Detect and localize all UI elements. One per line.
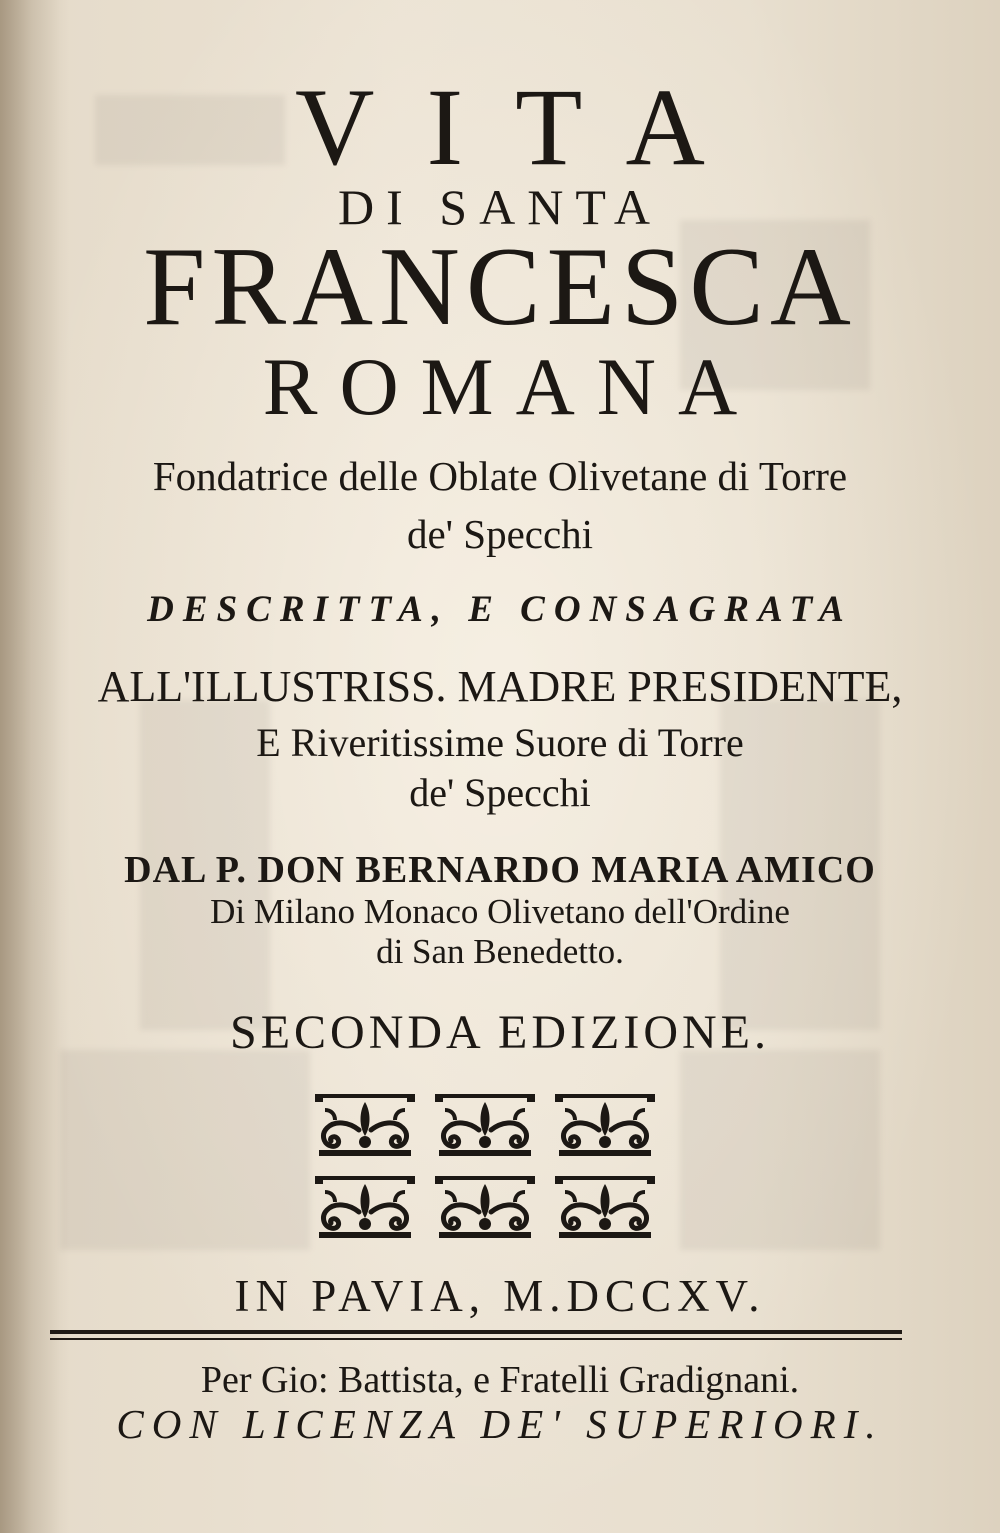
dedication-line1: ALL'ILLUSTRISS. MADRE PRESIDENTE, <box>97 662 903 711</box>
saint-name-line1: FRANCESCA <box>143 225 857 349</box>
show-through-block <box>60 1050 310 1250</box>
founder-line2: de' Specchi <box>406 511 594 557</box>
license-line: CON LICENZA DE' SUPERIORI. <box>116 1401 884 1447</box>
saint-name-line2: ROMANA <box>262 341 760 432</box>
author-line3: di San Benedetto. <box>376 932 624 971</box>
book-title: VITA <box>295 66 757 188</box>
subtitle-prefix: DI SANTA <box>338 179 662 235</box>
dedication-line2: E Riveritissime Suore di Torre <box>256 720 744 765</box>
author-line1: DAL P. DON BERNARDO MARIA AMICO <box>124 849 876 891</box>
described-line: DESCRITTA, E CONSAGRATA <box>147 589 853 630</box>
show-through-block <box>680 1050 880 1250</box>
printer-line: Per Gio: Battista, e Fratelli Gradignani. <box>200 1359 800 1401</box>
author-line2: Di Milano Monaco Olivetano dell'Ordine <box>210 892 790 931</box>
divider-rule <box>50 1330 902 1334</box>
imprint-place-date: IN PAVIA, M.DCCXV. <box>234 1271 766 1321</box>
divider-rule <box>50 1338 902 1340</box>
dedication-line3: de' Specchi <box>409 770 591 815</box>
edition-line: SECONDA EDIZIONE. <box>230 1006 770 1059</box>
founder-line1: Fondatrice delle Oblate Olivetane di Torre <box>152 453 848 499</box>
printer-ornament-icon <box>305 1088 665 1248</box>
